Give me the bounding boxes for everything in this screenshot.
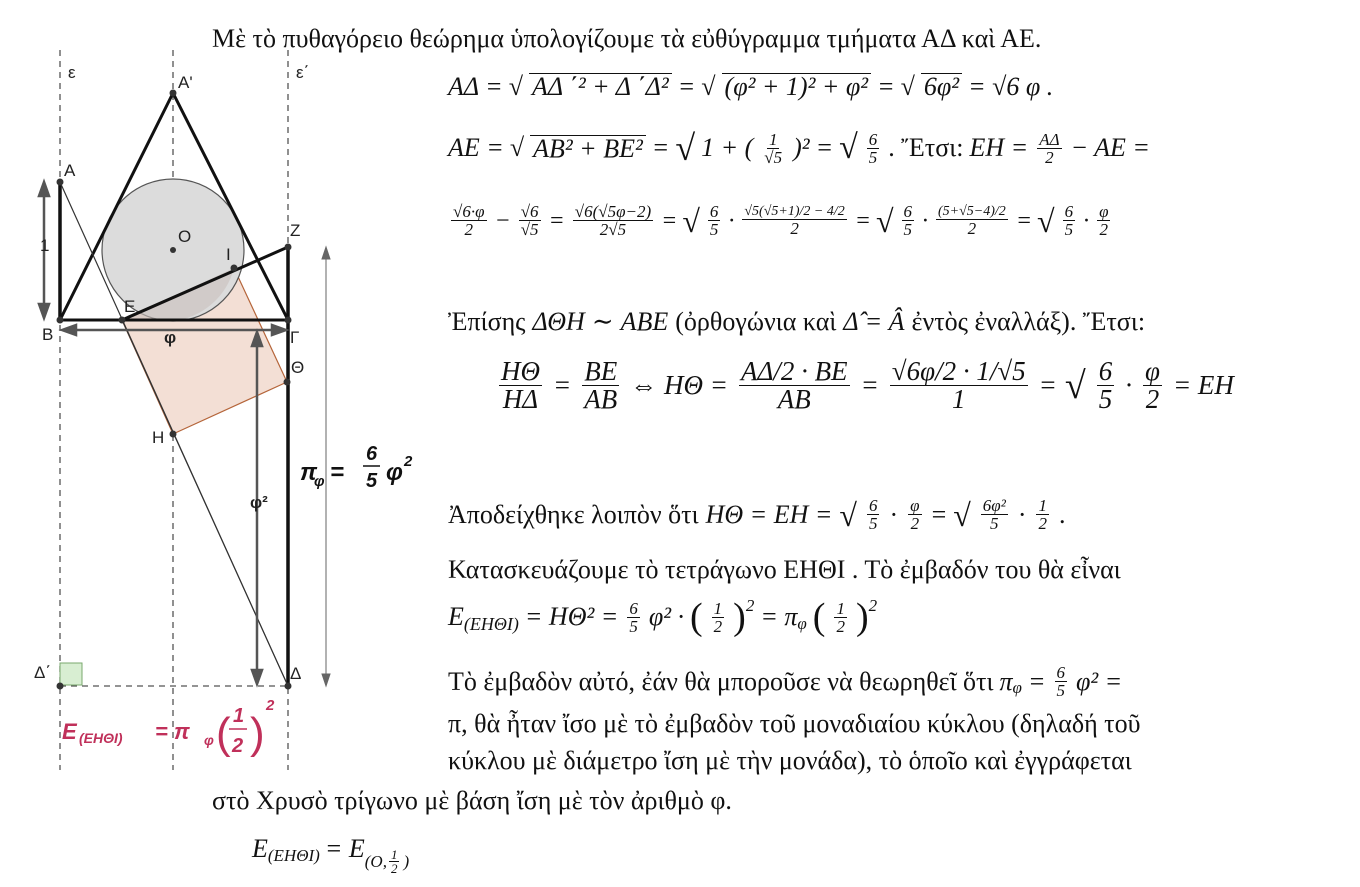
sqrt-sign: √ (900, 71, 915, 101)
para-pi: π (999, 666, 1013, 696)
frac-num: √6φ/2 · 1/√5 (891, 356, 1026, 386)
long-frac1 (451, 203, 487, 238)
area-label-eq: = π (155, 719, 190, 744)
area-label-sub: (ΕΗΘΙ) (79, 730, 123, 746)
para-pi-sub: φ (1012, 678, 1022, 697)
arrow-head (322, 674, 330, 686)
frac-num: √6(√5φ−2) (574, 202, 652, 221)
frac-den: 5 (903, 220, 913, 239)
point-B (57, 317, 64, 324)
area-label-E: Ε (62, 719, 77, 744)
label-Th: Θ (291, 358, 305, 377)
frac-num: ΗΘ (501, 356, 540, 386)
eq-AE-tail: − ΑΕ = (1070, 133, 1150, 162)
proved-text: Ἀποδείχθηκε λοιπὸν ὅτι (448, 499, 699, 529)
eq-AD-r3: 6φ² (921, 73, 962, 100)
eq-long (448, 203, 1113, 238)
equals-sign: = (661, 207, 678, 234)
construct-text: Κατασκευάζουμε τὸ τετράγωνο ΕΗΘΙ . Τὸ ἐμβαδόν του θὰ εἶναι (448, 555, 1121, 584)
proved-m1: ΗΘ = ΕΗ = (705, 499, 833, 529)
ratio-n3c: · ΒΕ (801, 356, 848, 386)
dot-sign: · (1017, 499, 1027, 529)
frac-den: 2 (1045, 147, 1054, 167)
sqrt-sign: √ (1037, 202, 1055, 239)
frac-num: 6 (1098, 356, 1113, 386)
area-lhs: Ε (448, 602, 464, 631)
eq-AE-frac1 (762, 131, 784, 166)
frac-den: √5 (764, 147, 783, 167)
label-eps2: ε΄ (296, 63, 310, 82)
long-frac9 (1097, 203, 1110, 238)
right-angle-marker (60, 663, 82, 685)
eq-AD-lhs: ΑΔ = (448, 71, 503, 101)
dot-sign: · (1125, 370, 1133, 400)
ratio-n4b: 2 (942, 356, 957, 386)
frac-den: 5 (868, 514, 878, 533)
frac-num: 6 (1056, 663, 1065, 682)
frac-den: 5 (1056, 681, 1065, 700)
period: . (1058, 499, 1066, 529)
ratio-frac3 (739, 358, 850, 413)
frac-num: ΑΔ (1039, 129, 1060, 149)
paren: ( (812, 596, 826, 638)
point-G (285, 317, 292, 324)
frac-num: 1 (1038, 496, 1047, 515)
point-Z (285, 244, 292, 251)
proved-frac2 (908, 497, 921, 532)
point-Th (284, 379, 291, 386)
sqrt-sign: √ (701, 71, 716, 101)
paren: ) (855, 596, 869, 638)
area-label-sub2: φ (204, 732, 214, 748)
pi-label-tail: φ (386, 459, 403, 486)
pi-label-pi: π (300, 459, 318, 486)
dot-sign: · (922, 207, 929, 234)
label-D: Δ (290, 664, 302, 683)
frac-den: 2 (464, 220, 473, 239)
paragraph-line2: π, θὰ ἦταν ἴσο μὲ τὸ ἐμβαδὸν τοῦ μοναδιαίου κύκλου (δηλαδή τοῦ (448, 709, 1141, 738)
frac-num: φ (1145, 356, 1160, 386)
frac-num: 1 (836, 598, 845, 618)
para-frac (1055, 664, 1068, 699)
eq-AD-eq1: = (677, 71, 696, 101)
final-eq: = Ε (324, 833, 365, 863)
point-E (119, 317, 126, 324)
point-D (285, 683, 292, 690)
equals-sign: = (1027, 666, 1046, 696)
paragraph-line1 (448, 664, 1122, 699)
frac-den: 5 (1098, 384, 1113, 414)
angles-equal: Δ̂ = Â (843, 307, 905, 336)
label-phi: φ (164, 328, 177, 347)
point-O (170, 247, 176, 253)
paragraph-line3: κύκλου μὲ διάμετρο ἴση μὲ τὴν μονάδα), τὸ ὁποῖο καὶ ἐγγράφεται (448, 746, 1132, 775)
frac-num: 6φ² (982, 496, 1006, 515)
final-sub2: (Ο, (364, 852, 387, 871)
point-A (57, 179, 64, 186)
frac-den: 2 (967, 218, 977, 238)
frac-num: 6 (868, 129, 878, 149)
eq-ratio (496, 358, 1234, 413)
area-eq1: = ΗΘ² = (524, 602, 619, 631)
eq-AD-eq2: = (877, 71, 895, 101)
ratio-n3a: ΑΔ (740, 356, 774, 386)
frac-num: 6 (629, 598, 638, 618)
frac-num: (5+√5−4)/2 (938, 203, 1006, 219)
frac-den: 2 (790, 218, 799, 238)
proved-frac1 (867, 497, 880, 532)
long-frac6 (902, 203, 915, 238)
point-D1 (57, 683, 64, 690)
ratio-n4a: √6φ (891, 356, 936, 386)
frac-den: 2 (836, 616, 845, 636)
frac-num: 1 (768, 129, 778, 149)
sqrt-sign: √ (839, 496, 857, 533)
equals-sign: = (860, 370, 879, 400)
frac-num: ΒΕ (584, 356, 618, 386)
ratio-n4e: √5 (997, 356, 1026, 386)
label-phi2: φ² (250, 493, 268, 512)
eq-AE-r1: ΑΒ² + ΒΕ² (530, 135, 646, 162)
final-lhs: Ε (252, 833, 268, 863)
ratio-n3b: 2 (780, 356, 795, 386)
equals-sign: = (553, 370, 572, 400)
arrow-head (272, 325, 286, 335)
long-frac7 (936, 205, 1008, 237)
eq-AE-lhs: ΑΕ = (448, 133, 504, 162)
pi-label-sub: φ (314, 473, 325, 490)
label-eps: ε (68, 63, 76, 82)
similar-text1: Ἐπίσης (448, 307, 526, 336)
intro-text: Μὲ τὸ πυθαγόρειο θεώρημα ὑπολογίζουμε τὰ εὐθύγραμμα τμήματα ΑΔ καὶ ΑΕ. (212, 24, 1042, 53)
similar-line (448, 309, 1145, 335)
area-sub: (ΕΗΘΙ) (463, 614, 519, 634)
triangle-2: ΑΒΕ (620, 307, 669, 336)
equals-sign: = (1038, 370, 1057, 400)
frac-den: 1 (951, 384, 966, 414)
frac-den: 5 (709, 220, 719, 239)
arrow-head (252, 670, 262, 684)
area-phi2: φ² · (648, 602, 684, 631)
ratio-n4c: · (962, 356, 970, 386)
sqrt-sign: √ (509, 133, 525, 162)
eq-area (448, 595, 878, 638)
eq-AD-r1: ΑΔ ΄² + Δ ΄Δ² (529, 73, 672, 100)
eq-AE-eq2: = (815, 133, 834, 162)
frac-den: 2 (713, 616, 723, 636)
frac-num: 6 (868, 496, 878, 515)
frac-num: ΑΔ/2 · ΒΕ (740, 356, 848, 386)
pi-label-den: 5 (366, 470, 378, 492)
minus-sign: − (494, 207, 511, 234)
ratio-tail: = ΕΗ (1172, 370, 1234, 400)
label-Z: Ζ (290, 221, 301, 240)
arrow-head (322, 247, 330, 259)
pi-label-eq: = (330, 459, 345, 486)
final-close: ) (403, 852, 410, 871)
label-D1: Δ΄ (34, 663, 52, 682)
sqrt-sign: √ (839, 129, 858, 166)
para-l1tail: φ² = (1076, 666, 1123, 696)
frac-den: ΑΒ (584, 384, 618, 414)
frac-den: 5 (868, 147, 878, 167)
eq-AE-r2b: )² (793, 133, 810, 162)
sqrt-sign: √ (675, 128, 696, 168)
arrow-head (39, 304, 49, 318)
frac-num: φ (910, 496, 920, 515)
area-exp2: 2 (868, 595, 878, 615)
para-l1a: Τὸ ἐμβαδὸν αὐτό, ἐάν θὰ μποροῦσε νὰ θεωρηθεῖ ὅτι (448, 666, 994, 696)
frac-den: √5 (520, 220, 539, 239)
area-frac3 (834, 600, 847, 635)
final-sub: (ΕΗΘΙ) (267, 846, 320, 865)
paren: ( (690, 596, 703, 638)
long-frac3 (573, 203, 653, 238)
frac-den: 2 (1145, 384, 1160, 414)
area-label-paren-left: ( (216, 709, 231, 758)
sqrt-sign: √ (1064, 364, 1086, 407)
sqrt-sign: √ (508, 71, 523, 101)
eq-final (252, 822, 409, 875)
dot-sign: · (1083, 207, 1090, 234)
triangle-1: ΔΘΗ (532, 307, 585, 336)
equals-sign: = (854, 207, 871, 234)
eq-AE (448, 130, 1150, 166)
long-frac4 (708, 203, 721, 238)
proved-line (448, 497, 1065, 532)
eq-AE-r2a: 1 + ( (701, 133, 754, 162)
area-label-den: 2 (232, 735, 244, 757)
point-I (231, 265, 238, 272)
proved-frac3 (981, 497, 1008, 532)
frac-den: 2 (390, 861, 398, 876)
pi-label-exp: 2 (404, 453, 413, 470)
frac-den: 2 (910, 514, 920, 533)
label-G: Γ (290, 328, 300, 347)
label-A1: Α' (178, 73, 193, 92)
similar-sign: ∼ (591, 307, 614, 336)
label-O: Ο (178, 227, 192, 246)
ratio-frac1 (499, 358, 542, 413)
area-frac1 (627, 600, 640, 635)
geometry-figure (0, 40, 440, 820)
label-B: Β (42, 325, 54, 344)
eq-AE-frac3 (1037, 131, 1061, 166)
frac-num: √6·φ (453, 202, 485, 221)
area-exp: 2 (745, 595, 755, 615)
eq-AD-r2: (φ² + 1)² + φ² (722, 73, 872, 100)
eq-AE-etsi: . Ἔτσι: (888, 133, 964, 162)
paragraph-line4: στὸ Χρυσὸ τρίγωνο μὲ βάση ἴση μὲ τὸν ἀριθμὸ φ. (212, 786, 732, 815)
frac-den: ΑΒ (777, 384, 811, 414)
ratio-n4d: 1 (976, 356, 990, 386)
frac-num: φ (1099, 202, 1109, 221)
area-label-num: 1 (233, 705, 245, 727)
eq-AE-eh: ΕΗ = (969, 133, 1029, 162)
area-sub2: φ (797, 613, 807, 633)
frac-den: 5 (629, 616, 638, 636)
long-frac5 (742, 205, 846, 237)
ratio-frac4 (890, 358, 1028, 413)
sqrt-sign: √ (875, 202, 894, 239)
frac-den: 2 (1038, 514, 1047, 533)
paren: ) (733, 596, 746, 638)
eq-AE-eq1: = (651, 133, 670, 162)
iff-sign: ⇔ ΗΘ = (630, 370, 728, 400)
pi-label-num: 6 (366, 443, 378, 465)
frac-num: 6 (903, 202, 913, 221)
arrow-head (39, 182, 49, 196)
point-H (170, 431, 177, 438)
equals-sign: = (931, 499, 947, 529)
eq-AE-frac2 (867, 131, 880, 166)
label-I: Ι (226, 245, 231, 264)
label-one: 1 (40, 236, 50, 255)
frac-num: 6 (709, 202, 719, 221)
dot-sign: · (889, 499, 899, 529)
frac-num: 1 (390, 847, 398, 862)
similar-text3: ἐντὸς ἐναλλάξ). Ἔτσι: (911, 307, 1146, 336)
frac-den: 5 (1064, 220, 1074, 239)
label-A: Α (64, 161, 76, 180)
ratio-frac6 (1143, 358, 1162, 413)
equals-sign: = (548, 207, 565, 234)
frac-num: 6 (1064, 202, 1074, 221)
ratio-frac2 (582, 358, 619, 413)
frac-num: √6 (520, 202, 539, 221)
frac-den: 2 (1099, 220, 1109, 239)
frac-den: 2√5 (599, 220, 627, 239)
frac-num: √5(√5+1)/2 − 4/2 (744, 203, 845, 219)
sqrt-sign: √ (953, 496, 971, 533)
proved-frac4 (1036, 497, 1049, 532)
arrow-head (62, 325, 76, 335)
frac-den: ΗΔ (502, 384, 539, 414)
area-label-exp: 2 (266, 697, 275, 714)
label-H: Η (152, 428, 165, 447)
label-E: Ε (124, 297, 136, 316)
similar-text2: (ὀρθογώνια καὶ (675, 307, 837, 336)
equals-sign: = (1015, 207, 1033, 234)
dot-sign: · (728, 207, 735, 234)
eq-AD-eq3: = √6 φ . (968, 71, 1054, 101)
area-eq2: = π (760, 602, 798, 631)
long-frac2 (519, 203, 541, 238)
ratio-frac5 (1097, 358, 1115, 413)
sqrt-sign: √ (682, 202, 700, 239)
frac-den: 5 (990, 514, 999, 533)
final-frac (389, 848, 400, 875)
eq-AD (448, 73, 1053, 100)
area-label-paren-right: ) (250, 709, 265, 758)
area-frac2 (712, 600, 725, 635)
point-A1 (170, 90, 177, 97)
frac-num: 1 (713, 598, 723, 618)
long-frac8 (1063, 203, 1076, 238)
